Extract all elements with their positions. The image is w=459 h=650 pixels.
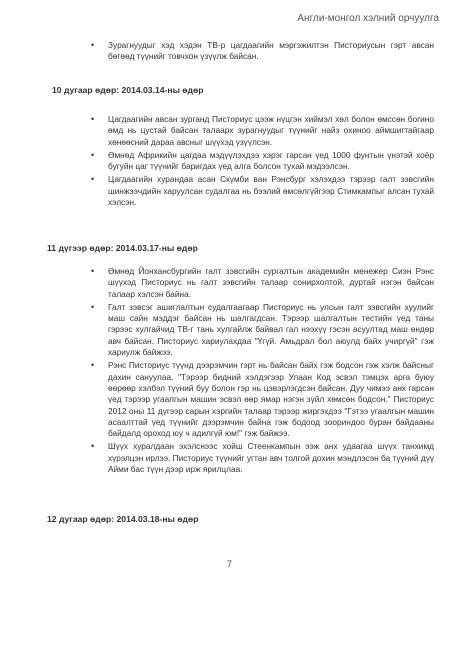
list-item: • Өмнөд Йонхансбургийн галт зэвсгийн сургалтын академийн менежер Сиэн Рэнс шүүхэд Писториус нь галт зэвсгийн талаар сонирхолтой, дуртай нэгэн байсан талаар хэлсэн байна. xyxy=(108,266,434,300)
list-item: • Шүүх хуралдаан эхэлснээс хойш Стеенкампын ээж анх удаагаа шүүх танхимд хүрэлцэн ирлээ. Писториус түүнийг угтан авч толгой дохин мэндлэсэн ба түүний дүү Айми бас түүн дээр ирж ярилцлаа. xyxy=(108,441,434,475)
list-item: • Цагдаагийн авсан зурганд Писториус цээж нүцгэн хиймэл хөл болон өмссөн богино өмд нь цустай байсан талаарх зурагнуудыг түүнийг найз охиноо аймшигтайгаар хөнөөсний дараа авсныг шүүхэд үзүүлсэн. xyxy=(108,114,434,148)
day-heading-10: 10 дугаар өдөр: 2014.03.14-ны өдөр xyxy=(52,85,204,95)
day-heading-12: 12 дугаар өдөр: 2014.03.18-ны өдөр xyxy=(47,514,199,524)
list-item: • Галт зэвсэг ашиглалтын судалгаагаар Писториус нь улсын галт зэвсгийн хуулийг маш сайн мэддэг байсан нь шалгагдсан. Тэрээр шалгалтын тестийн үед таны гэрээс хулгайчид ТВ-г тань хулгайлж байвал гал нээхүү гэсэн асуултад маш өндөр авч байсан. Писториус хариулахдаа "Үгүй. Амьдрал бол аюулд байх учиргүй" гэж хариулж байжээ. xyxy=(108,302,434,358)
day-heading-11: 11 дүгээр өдөр: 2014.03.17-ны өдөр xyxy=(47,243,198,253)
list-item: • Цагдаагийн хурандаа асан Скүмби ван Рэнсбург хэлэхдээ тэрээр галт зэвсгийн шинжээчдийн харуулсан судалгаа нь бээлий өмсөлгүйгээр Стимкампыг алсан тухай хэлсэн. xyxy=(108,174,434,208)
list-item: • Зурагнуудыг хэд хэдэн ТВ-р цагдаагийн мэргэжилтэн Писториусын гэрт авсан бөгөөд түүнийг товчхон үзүүлж байсан. xyxy=(108,40,434,63)
list-item: • Өмнөд Африкийн цагдаа мэдүүлэхдээ хэрэг гарсан үед 1000 фунтын үнэтэй хоёр бугуйн цаг түүнийг баригдах үед алга болсон тухай мэдээлсэн. xyxy=(108,150,434,173)
intro-bullet-list xyxy=(108,40,434,65)
list-item: • Рэнс Писториус түүнд дээрэмчин гэрт нь байсан байх гэж бодсон гэж хэлж байсныг дахин сануулаа. "Тэрээр бидний хэлдэгээр Улаан Код эсвэл тэмцэх арга буюу өөрөөр хэлбэл түүний буу болон гэр нь цэвэрлэгдсэн байсан. Дуу чимээ анх гарсан үед тэрээр угаалгын машин эсвэл өөр ямар нэгэн зүйл хөмсөн бодсон." Писториус 2012 оны 11 дүгээр сарын хэргийн талаар тэрээр жиргэхдээ "Гэтээ угаалгын машин асаалттай үед түүнийг дээрэмчин байна гэж бодоод зоориндоо буран байдааны байдалд ороход юу ч адилгүй юм!" гэж байжээ. xyxy=(108,360,434,439)
day-11-bullet-list xyxy=(108,266,434,477)
page-number: 7 xyxy=(226,559,232,569)
running-header: Англи-монгол хэлний орчуулга xyxy=(297,13,439,24)
day-10-bullet-list xyxy=(108,114,434,210)
